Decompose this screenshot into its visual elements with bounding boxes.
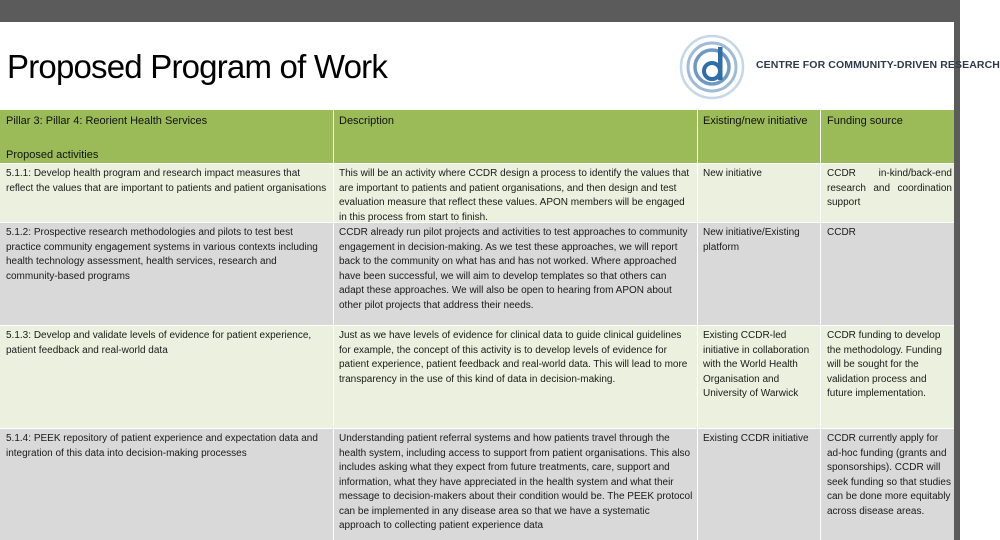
- funding-cell: CCDR in-kind/back-end research and coordination support: [821, 164, 954, 222]
- description-cell: This will be an activity where CCDR design a process to identify the values that are important to patients and patient organisations, and then design and test evaluation measure that reflect these values. APON members will be engaged in this process from start to finish.: [334, 164, 697, 222]
- funding-cell: CCDR currently apply for ad-hoc funding (grants and sponsorships). CCDR will seek funding so that studies can be done more equitably across disease areas.: [821, 429, 954, 540]
- logo-text: CENTRE FOR COMMUNITY-DRIVEN RESEARCH: [756, 59, 1000, 71]
- activity-id: 5.1.3:: [6, 330, 32, 341]
- slide-title: Proposed Program of Work: [7, 48, 388, 85]
- initiative-cell: Existing CCDR-led initiative in collaboration with the World Health Organisation and University of Warwick: [698, 326, 820, 428]
- initiative-cell: New initiative: [698, 164, 820, 222]
- initiative-cell: New initiative/Existing platform: [698, 223, 820, 325]
- activity-text: Prospective research methodologies and pilots to test best practice community engagement systems in various contexts including health technology assessment, health services, research and community-based programs: [6, 227, 318, 282]
- description-cell: Just as we have levels of evidence for clinical data to guide clinical guidelines for example, the concept of this activity is to develop levels of evidence for patient experience, patient feedback and real-world data. This will lead to more transparency in the use of this kind of data in decision-making.: [334, 326, 697, 428]
- table-header-row: [0, 110, 954, 163]
- d-ripple-logo-icon: [678, 33, 748, 101]
- header-pillar-label: Pillar 3: Pillar 4: Reorient Health Services: [6, 115, 208, 127]
- header-proposed-activities: Proposed activities: [6, 149, 99, 161]
- top-bar: [0, 0, 960, 22]
- header-existing-new-initiative: Existing/new initiative: [698, 110, 820, 163]
- header-activities: [0, 110, 333, 163]
- activity-id: 5.1.2:: [6, 227, 32, 238]
- activity-cell: [0, 223, 333, 325]
- activity-id: 5.1.4:: [6, 433, 32, 444]
- funding-cell: CCDR funding to develop the methodology. Funding will be sought for the validation process and future implementation.: [821, 326, 954, 428]
- activity-cell: [0, 429, 333, 540]
- header-description: Description: [334, 110, 697, 163]
- table-row: [0, 326, 954, 428]
- right-edge-strip: [954, 22, 960, 540]
- funding-cell: CCDR: [821, 223, 954, 325]
- table-row: [0, 223, 954, 325]
- ccdr-logo: [678, 33, 1000, 101]
- table-row: [0, 164, 954, 222]
- activity-cell: [0, 164, 333, 222]
- header-funding-source: Funding source: [821, 110, 954, 163]
- program-table: [0, 110, 954, 540]
- description-cell: Understanding patient referral systems and how patients travel through the health system, including access to support from patient organisations. This also includes asking what they expect from future treatments, care, support and information, what they have appreciated in the health system and what their message to decision-makers about their condition would be. The PEEK protocol can be implemented in any disease area so that we have a systematic approach to collecting patient experience data: [334, 429, 697, 540]
- activity-text: Develop health program and research impact measures that reflect the values that are important to patients and patient organisations: [6, 168, 327, 194]
- activity-id: 5.1.1:: [6, 168, 32, 179]
- activity-cell: [0, 326, 333, 428]
- initiative-cell: Existing CCDR initiative: [698, 429, 820, 540]
- table-row: [0, 429, 954, 540]
- activity-text: Develop and validate levels of evidence for patient experience, patient feedback and real-world data: [6, 330, 312, 356]
- description-cell: CCDR already run pilot projects and activities to test approaches to community engagement in decision-making. As we test these approaches, we will report back to the community on what has and has not worked. Where approached have been successful, we will aim to develop templates so that others can adapt these approaches. We will also be open to hearing from APON about other pilot projects that address their needs.: [334, 223, 697, 325]
- activity-text: PEEK repository of patient experience and expectation data and integration of this data into decision-making processes: [6, 433, 318, 459]
